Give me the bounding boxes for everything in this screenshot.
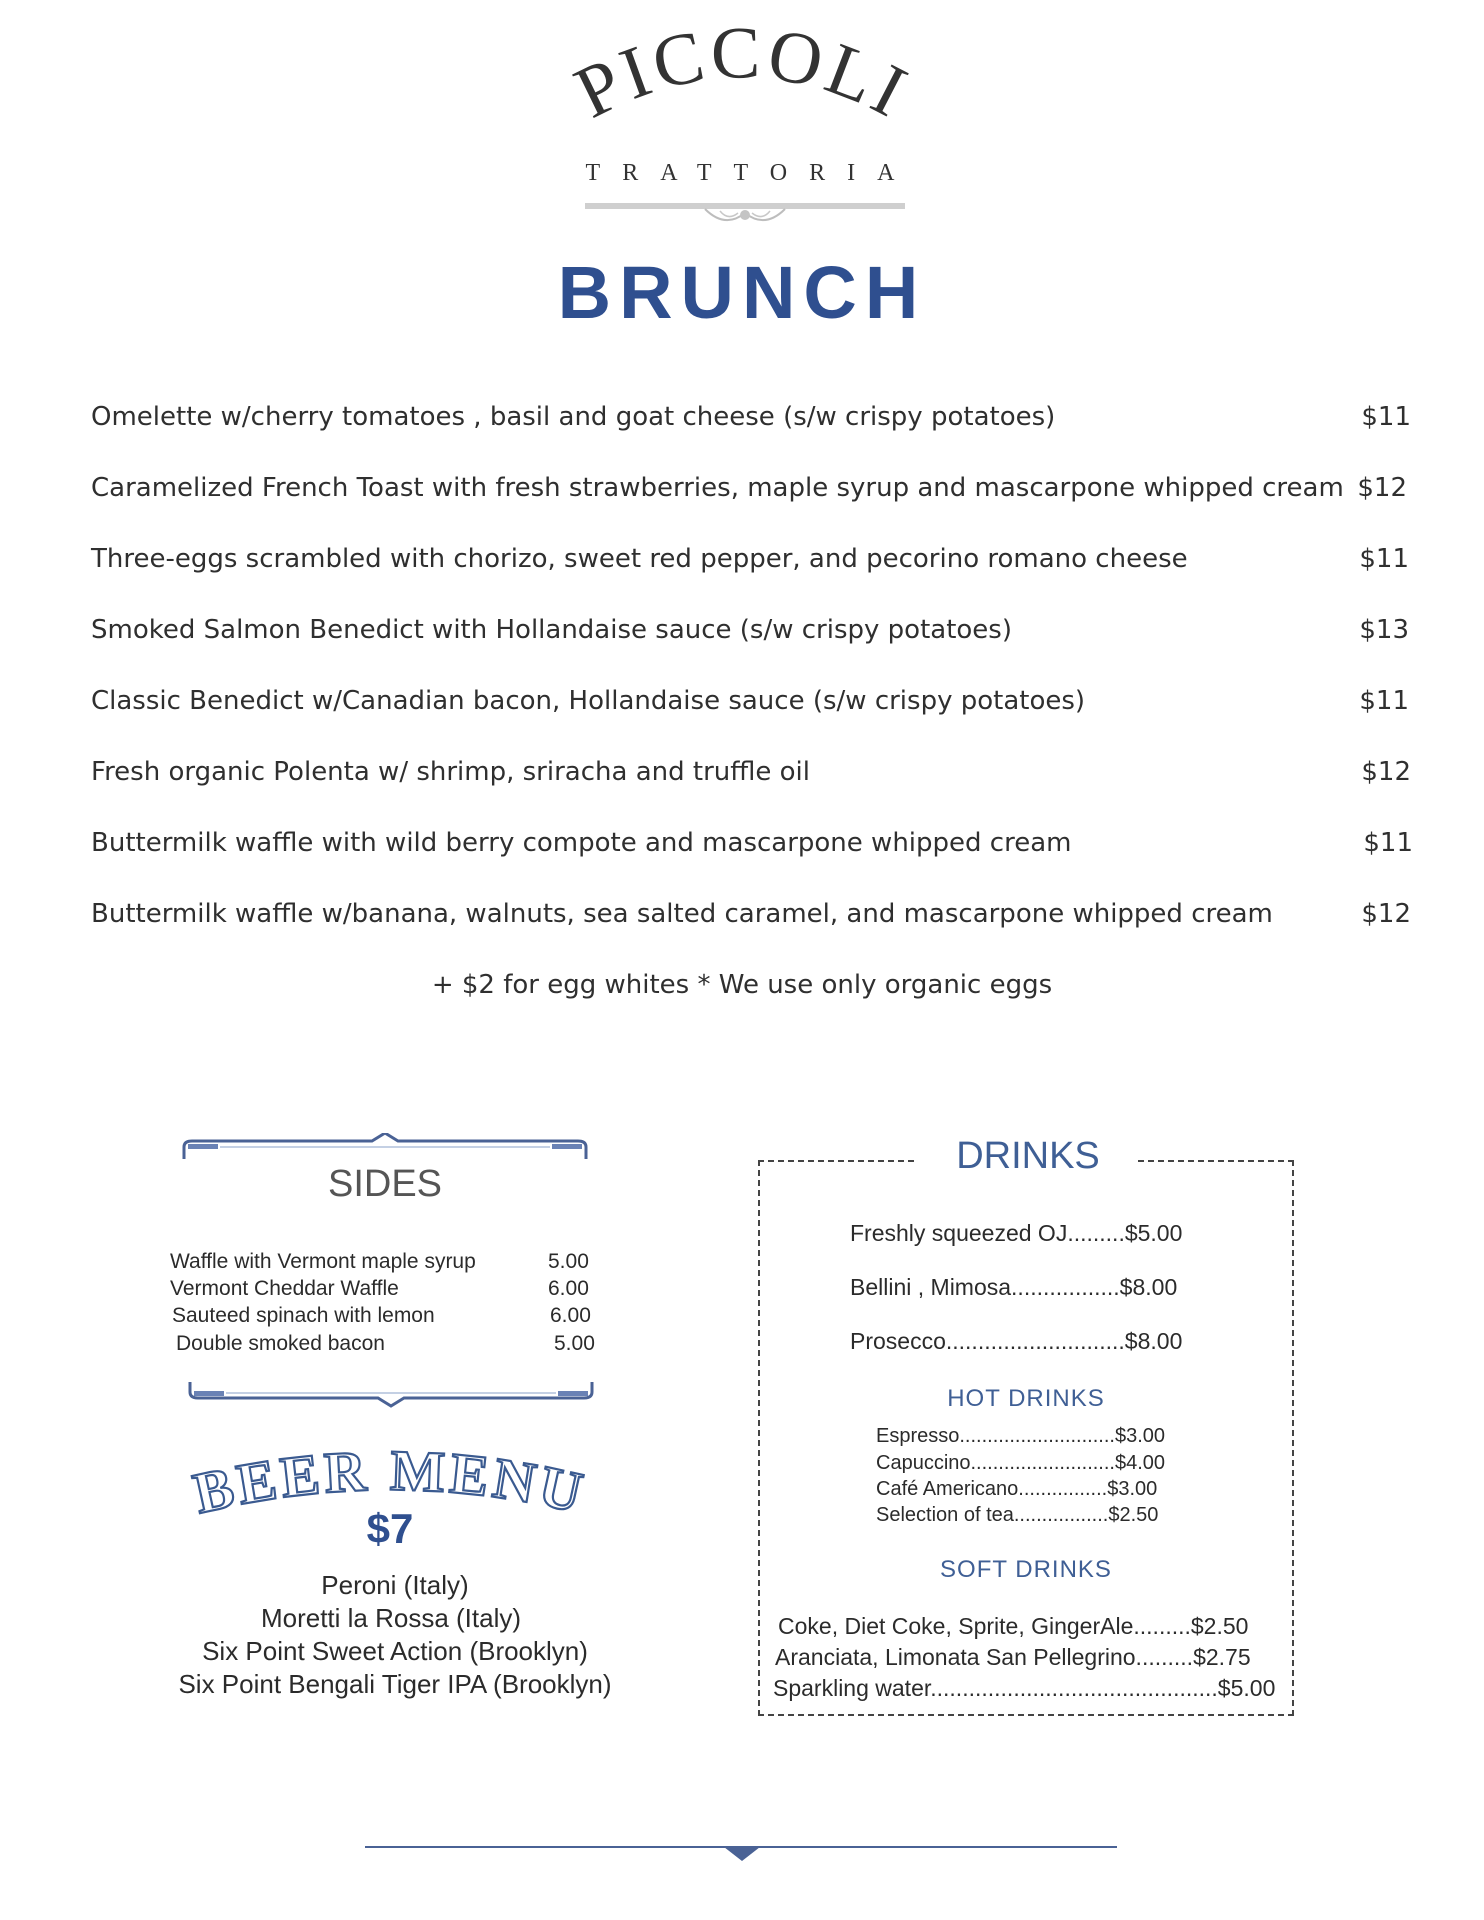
menu-item-price: $12 [1361,757,1411,787]
menu-item [91,757,1411,797]
beer-item: Moretti la Rossa (Italy) [260,1603,522,1633]
beer-item: Six Point Sweet Action (Brooklyn) [202,1636,588,1666]
hot-drinks-title: HOT DRINKS [947,1385,1105,1412]
menu-item [91,899,1411,939]
svg-text:PICCOLI [563,20,922,135]
side-item-name: Sauteed spinach with lemon [172,1304,435,1327]
menu-item-name: Fresh organic Polenta w/ shrimp, sriracha and truffle oil [91,757,810,787]
soft-drink-item: Coke, Diet Coke, Sprite, GingerAle.........$2.50 [778,1613,1249,1639]
side-item-name: Vermont Cheddar Waffle [170,1277,399,1300]
menu-item [91,402,1411,442]
menu-item-price: $11 [1361,402,1411,432]
menu-item-name: Buttermilk waffle w/banana, walnuts, sea salted caramel, and mascarpone whipped cream [91,899,1273,929]
hot-drink-item: Café Americano................$3.00 [876,1478,1158,1500]
logo-name: PICCOLI [562,20,923,135]
menu-item [91,828,1413,868]
logo-subtitle: TRATTORIA [585,160,917,186]
side-item-price: 5.00 [548,1250,589,1273]
beer-item: Peroni (Italy) [321,1570,469,1600]
menu-item-name: Three-eggs scrambled with chorizo, sweet red pepper, and pecorino romano cheese [91,544,1188,574]
menu-item-price: $12 [1361,899,1411,929]
menu-item-price: $13 [1359,615,1409,645]
beer-item: Six Point Bengali Tiger IPA (Brooklyn) [178,1669,612,1699]
egg-note: + $2 for egg whites * We use only organic eggs [431,970,1053,1000]
menu-item-price: $11 [1359,544,1409,574]
menu-item-price: $12 [1357,473,1407,503]
menu-item-price: $11 [1359,686,1409,716]
soft-drinks-title: SOFT DRINKS [940,1556,1112,1583]
side-item-name: Waffle with Vermont maple syrup [170,1250,476,1273]
menu-title: BRUNCH [557,251,927,334]
sides-title: SIDES [327,1163,443,1205]
side-item-name: Double smoked bacon [176,1332,385,1355]
menu-item [91,615,1409,655]
menu-item [91,473,1407,513]
menu-item [91,544,1409,584]
hot-drink-item: Selection of tea.................$2.50 [876,1504,1159,1526]
drink-item: Bellini , Mimosa.................$8.00 [850,1274,1178,1300]
drink-item: Prosecco............................$8.00 [850,1328,1183,1354]
menu-item [91,686,1409,726]
menu-item-price: $11 [1363,828,1413,858]
menu-item-name: Omelette w/cherry tomatoes , basil and goat cheese (s/w crispy potatoes) [91,402,1056,432]
sides-top-bracket-icon [180,1133,590,1161]
logo-flourish-icon [585,195,905,231]
drink-item: Freshly squeezed OJ.........$5.00 [850,1220,1183,1246]
soft-drink-item: Aranciata, Limonata San Pellegrino.........$2.75 [775,1644,1251,1670]
side-item-price: 6.00 [548,1277,589,1300]
soft-drink-item: Sparkling water.............................................$5.00 [773,1675,1276,1701]
divider-arrow-icon [724,1847,760,1861]
menu-item-name: Classic Benedict w/Canadian bacon, Hollandaise sauce (s/w crispy potatoes) [91,686,1086,716]
sides-bottom-bracket-icon [186,1380,596,1408]
menu-item-name: Caramelized French Toast with fresh strawberries, maple syrup and mascarpone whipped cream [91,473,1344,503]
drinks-title: DRINKS [918,1135,1138,1178]
logo-wordmark [532,20,952,160]
hot-drink-item: Espresso............................$3.00 [876,1425,1166,1447]
beer-menu-title-text: BEER MENU [187,1440,593,1527]
hot-drink-item: Capuccino..........................$4.00 [876,1452,1166,1474]
side-item-price: 5.00 [554,1332,595,1355]
beer-price: $7 [366,1505,414,1552]
side-item-price: 6.00 [550,1304,591,1327]
menu-item-name: Buttermilk waffle with wild berry compote and mascarpone whipped cream [91,828,1072,858]
menu-item-name: Smoked Salmon Benedict with Hollandaise sauce (s/w crispy potatoes) [91,615,1012,645]
